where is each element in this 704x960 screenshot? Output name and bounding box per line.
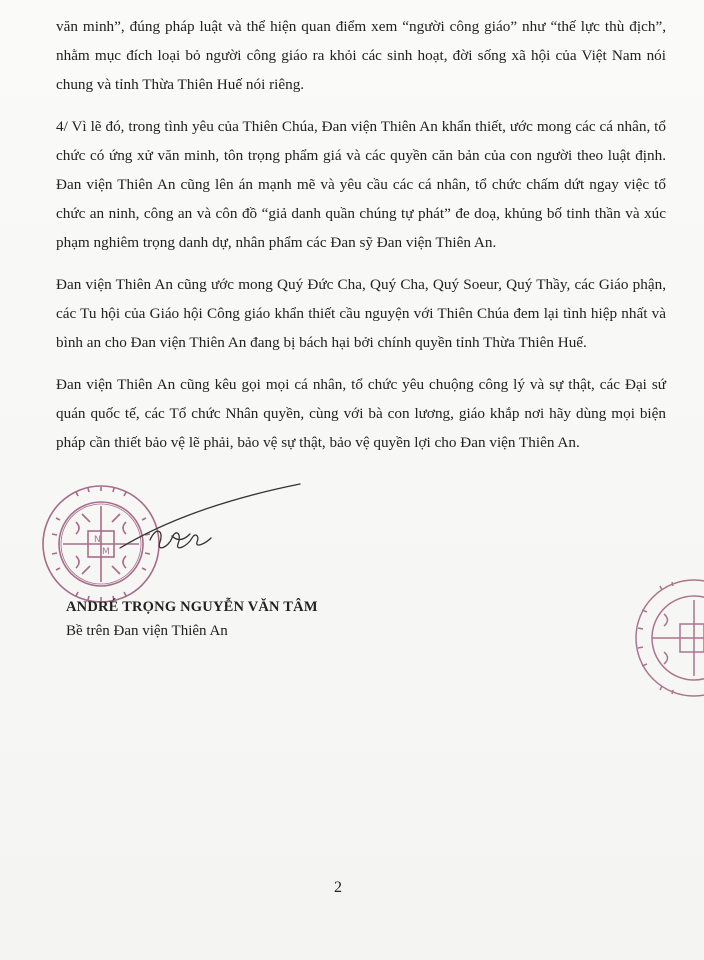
paragraph-call-to-action: Đan viện Thiên An cũng kêu gọi mọi cá nhân, tổ chức yêu chuộng công lý và sự thật, các Đại sứ quán quốc tế, các Tổ chức Nhân quyền, cùng với bà con lương, giáo khắp nơi hãy dùng mọi biện pháp cần thiết bảo vệ lẽ phải, bảo vệ sự thật, bảo vệ quyền lợi cho Đan viện Thiên An. xyxy=(56,376,666,451)
page-number: 2 xyxy=(334,879,342,896)
paragraph-section-4: 4/ Vì lẽ đó, trong tình yêu của Thiên Chúa, Đan viện Thiên An khẩn thiết, ước mong các cá nhân, tổ chức có ứng xử văn minh, tôn trọng phẩm giá và các quyền căn bản của con người theo luật định. Đan viện Thiên An cũng lên án mạnh mẽ và yêu cầu các cá nhân, tổ chức chấm dứt ngay việc tổ chức an ninh, công an và côn đồ “giả danh quần chúng tự phát” đe doạ, khủng bố tinh thần và xúc phạm nghiêm trọng danh dự, nhân phẩm các Đan sỹ Đan viện Thiên An. xyxy=(56,118,666,251)
paragraph-continuation: văn minh”, đúng pháp luật và thể hiện quan điểm xem “người công giáo” như “thế lực thù địch”, nhằm mục đích loại bỏ người công giáo ra khỏi các sinh hoạt, đời sống xã hội của Việt Nam nói chung và tỉnh Thừa Thiên Huế nói riêng. xyxy=(56,18,666,93)
svg-text:M: M xyxy=(102,547,110,557)
handwritten-signature xyxy=(110,478,310,558)
signatory-name: ANDRÉ TRỌNG NGUYỄN VĂN TÂM xyxy=(66,599,318,615)
signatory-title: Bề trên Đan viện Thiên An xyxy=(66,623,228,639)
paragraph-prayer-request: Đan viện Thiên An cũng ước mong Quý Đức Cha, Quý Cha, Quý Soeur, Quý Thầy, các Giáo phận, các Tu hội của Giáo hội Công giáo khẩn thiết cầu nguyện với Thiên Chúa đem lại tình hiệp nhất và bình an cho Đan viện Thiên An đang bị bách hại bởi chính quyền tỉnh Thừa Thiên Huế. xyxy=(56,276,666,351)
monastery-seal-right-partial xyxy=(624,574,704,702)
document-body xyxy=(56,12,666,470)
signature-block xyxy=(66,596,466,644)
svg-text:N: N xyxy=(94,535,101,545)
